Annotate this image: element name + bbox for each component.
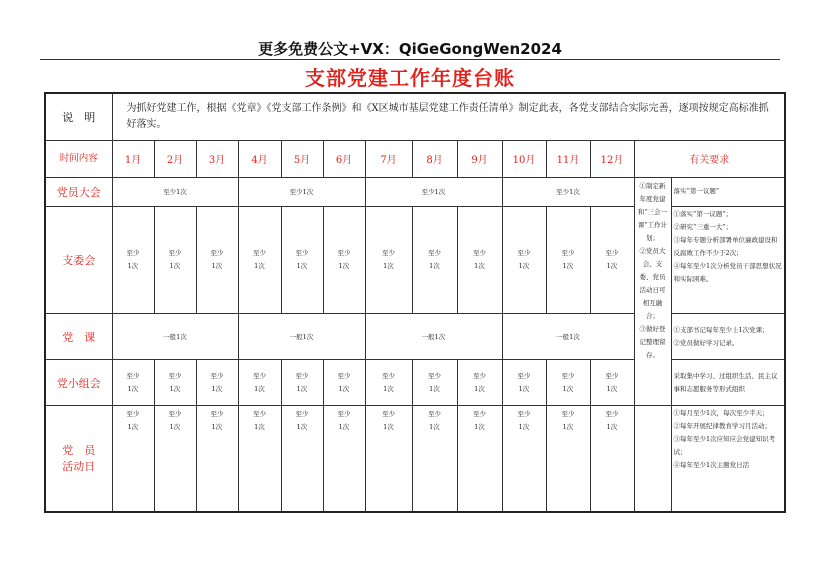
lecture-q4: 一般1次 [502,314,634,360]
corner-label: 时间内容 [45,140,112,177]
shared-req-3: ③做好登记整理留存。 [639,324,666,359]
activity-cell-10: 至少 1次 [502,406,546,512]
group-cell-12: 至少 1次 [590,360,634,406]
group-requirement: 采取集中学习、过组织生活、民主议事和志愿服务等形式组织 [671,360,785,406]
committee-req-1: ①落实“第一议题”； [673,209,733,218]
lecture-q2: 一般1次 [238,314,365,360]
committee-requirements [671,206,785,313]
intro-row [45,93,785,140]
group-cell-5: 至少 1次 [281,360,323,406]
group-cell-9: 至少 1次 [457,360,502,406]
month-7: 7月 [365,140,412,177]
activity-cell-5: 至少 1次 [281,406,323,512]
committee-req-3: ③每年专题分析部署单位廉政建设和反腐败工作不少于2次； [673,235,778,257]
party-ledger-table [44,92,786,513]
group-cell-8: 至少 1次 [412,360,457,406]
activity-cell-4: 至少 1次 [238,406,281,512]
lecture-req-1: ①支部书记每年至少上1次党课； [673,325,769,334]
month-12: 12月 [590,140,634,177]
committee-cell-1: 至少 1次 [112,206,154,313]
party-congress-row [45,177,785,206]
activity-day-row [45,406,785,512]
group-cell-6: 至少 1次 [323,360,365,406]
committee-cell-11: 至少 1次 [546,206,590,313]
header-rule [40,59,780,60]
requirements-header: 有关要求 [634,140,785,177]
activity-cell-12: 至少 1次 [590,406,634,512]
row-label-branch-committee: 支委会 [45,206,112,313]
committee-cell-2: 至少 1次 [154,206,196,313]
committee-cell-5: 至少 1次 [281,206,323,313]
intro-text: 为抓好党建工作，根据《党章》《党支部工作条例》和《X区城市基层党建工作责任清单》制定此表，各党支部结合实际完善，逐项按规定高标准抓好落实。 [112,93,785,140]
congress-requirement: 落实“第一议题” [671,177,785,206]
activity-cell-7: 至少 1次 [365,406,412,512]
party-lecture-row [45,314,785,360]
ledger-title: 支部党建工作年度台账 [305,66,515,90]
month-5: 5月 [281,140,323,177]
month-10: 10月 [502,140,546,177]
group-cell-10: 至少 1次 [502,360,546,406]
group-cell-1: 至少 1次 [112,360,154,406]
month-1: 1月 [112,140,154,177]
row-label-party-congress: 党员大会 [45,177,112,206]
committee-cell-4: 至少 1次 [238,206,281,313]
lecture-requirements [671,314,785,360]
month-4: 4月 [238,140,281,177]
lecture-req-2: ②党员做好学习记录。 [673,338,739,347]
shared-req-2: ②党员大会、支委、党员活动日可相互融合； [639,246,666,320]
month-11: 11月 [546,140,590,177]
activity-req-4: ④每年至少1次主题党日活 [673,461,750,470]
month-6: 6月 [323,140,365,177]
activity-cell-9: 至少 1次 [457,406,502,512]
group-cell-4: 至少 1次 [238,360,281,406]
shared-req-1: ①制定新年度党建和“三会一课”工作计划； [637,181,668,242]
group-cell-2: 至少 1次 [154,360,196,406]
activity-req-3: ③每年至少1次应知应会党建知识考试； [673,435,776,457]
committee-cell-7: 至少 1次 [365,206,412,313]
activity-cell-2: 至少 1次 [154,406,196,512]
congress-q3: 至少1次 [365,177,502,206]
committee-cell-10: 至少 1次 [502,206,546,313]
activity-cell-6: 至少 1次 [323,406,365,512]
congress-q4: 至少1次 [502,177,634,206]
month-2: 2月 [154,140,196,177]
group-cell-3: 至少 1次 [196,360,238,406]
intro-label: 说 明 [45,93,112,140]
committee-cell-9: 至少 1次 [457,206,502,313]
committee-cell-12: 至少 1次 [590,206,634,313]
activity-cell-11: 至少 1次 [546,406,590,512]
row-label-activity-day: 党 员 活动日 [45,406,112,512]
committee-cell-3: 至少 1次 [196,206,238,313]
activity-requirements [671,406,785,512]
group-cell-7: 至少 1次 [365,360,412,406]
lecture-q3: 一般1次 [365,314,502,360]
month-header-row [45,140,785,177]
activity-cell-1: 至少 1次 [112,406,154,512]
activity-blank-cell [634,406,671,512]
committee-req-4: ④每年至少1次分析党员干部思想状况和实际困难。 [673,261,782,283]
activity-req-2: ②每年开展纪律教育学习月活动； [673,422,771,431]
month-8: 8月 [412,140,457,177]
committee-cell-8: 至少 1次 [412,206,457,313]
month-3: 3月 [196,140,238,177]
activity-req-1: ①每月至少1次，每次至少半天； [673,409,769,418]
group-cell-11: 至少 1次 [546,360,590,406]
congress-q1: 至少1次 [112,177,238,206]
promo-header: 更多免费公文+VX：QiGeGongWen2024 [258,40,562,58]
lecture-q1: 一般1次 [112,314,238,360]
group-meeting-row [45,360,785,406]
committee-req-2: ②研究“三重一大”； [673,222,733,231]
row-label-party-lecture: 党 课 [45,314,112,360]
activity-cell-8: 至少 1次 [412,406,457,512]
month-9: 9月 [457,140,502,177]
congress-q2: 至少1次 [238,177,365,206]
shared-requirements [634,177,671,406]
committee-cell-6: 至少 1次 [323,206,365,313]
row-label-group-meeting: 党小组会 [45,360,112,406]
branch-committee-row [45,206,785,313]
activity-cell-3: 至少 1次 [196,406,238,512]
